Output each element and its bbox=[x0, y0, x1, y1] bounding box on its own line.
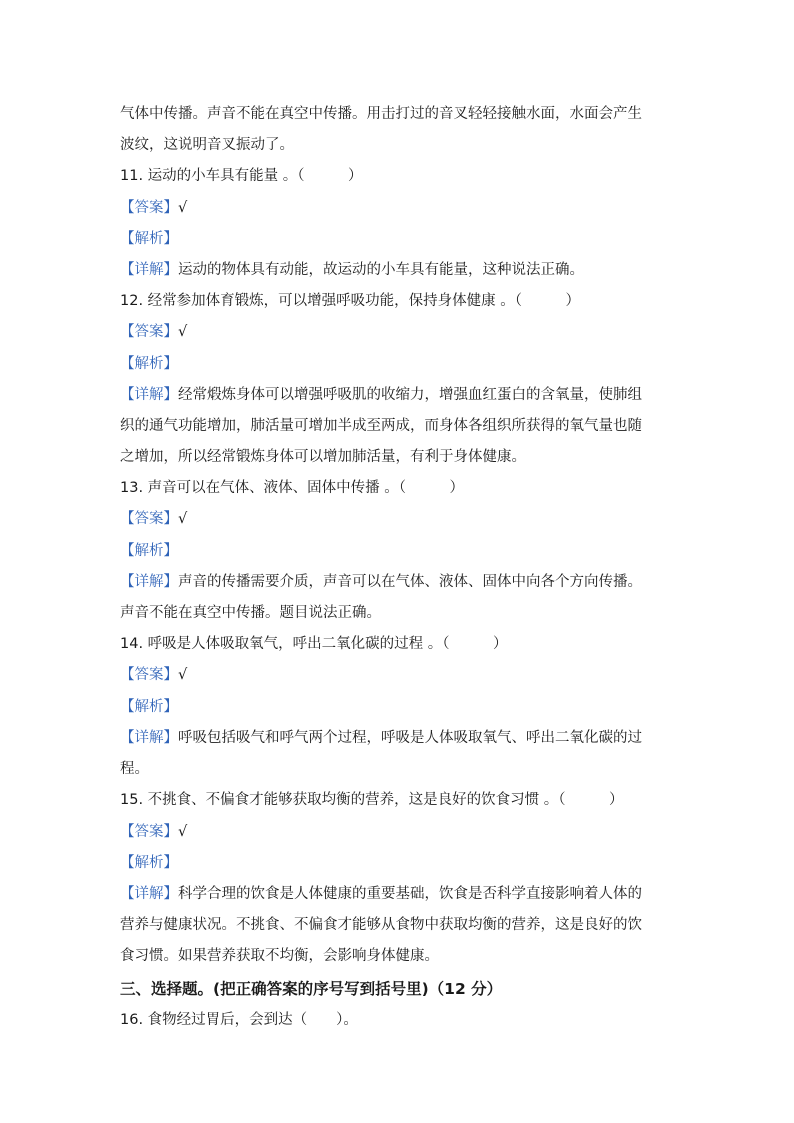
detail-label: 【详解】 bbox=[120, 262, 178, 278]
answer-label: 【答案】 bbox=[120, 324, 178, 340]
intro-text: 气体中传播。声音不能在真空中传播。用击打过的音叉轻轻接触水面，水面会产生 bbox=[120, 106, 642, 122]
analysis-label: 【解析】 bbox=[120, 231, 178, 247]
question-text: 12. 经常参加体育锻炼，可以增强呼吸功能，保持身体健康 。（ ） bbox=[120, 293, 581, 309]
answer-label: 【答案】 bbox=[120, 200, 178, 216]
detail-text: 运动的物体具有动能，故运动的小车具有能量，这种说法正确。 bbox=[178, 262, 584, 278]
answer-label: 【答案】 bbox=[120, 667, 178, 683]
detail-text: 声音不能在真空中传播。题目说法正确。 bbox=[120, 605, 381, 621]
question-stem bbox=[120, 634, 680, 654]
analysis-line bbox=[120, 229, 680, 249]
detail-text: 声音的传播需要介质，声音可以在气体、液体、固体中向各个方向传播。 bbox=[178, 574, 642, 590]
detail-line bbox=[120, 728, 680, 748]
intro-line bbox=[120, 135, 680, 155]
detail-line bbox=[120, 260, 680, 280]
analysis-line bbox=[120, 853, 680, 873]
section-heading-text: 三、选择题。(把正确答案的序号写到括号里)（12 分） bbox=[120, 980, 503, 998]
detail-text: 营养与健康状况。不挑食、不偏食才能够从食物中获取均衡的营养，这是良好的饮 bbox=[120, 917, 642, 933]
answer-line bbox=[120, 509, 680, 529]
answer-line bbox=[120, 198, 680, 218]
question-text: 15. 不挑食、不偏食才能够获取均衡的营养，这是良好的饮食习惯 。（ ） bbox=[120, 792, 624, 808]
analysis-line bbox=[120, 541, 680, 561]
analysis-line bbox=[120, 697, 680, 717]
answer-mark: √ bbox=[178, 200, 188, 216]
analysis-label: 【解析】 bbox=[120, 543, 178, 559]
intro-text: 波纹，这说明音叉振动了。 bbox=[120, 137, 294, 153]
answer-mark: √ bbox=[178, 824, 188, 840]
detail-line bbox=[120, 447, 680, 467]
detail-line bbox=[120, 915, 680, 935]
section-heading bbox=[120, 979, 680, 999]
detail-label: 【详解】 bbox=[120, 730, 178, 746]
detail-line bbox=[120, 416, 680, 436]
question-text: 13. 声音可以在气体、液体、固体中传播 。（ ） bbox=[120, 480, 465, 496]
detail-text: 呼吸包括吸气和呼气两个过程，呼吸是人体吸取氧气、呼出二氧化碳的过 bbox=[178, 730, 642, 746]
answer-line bbox=[120, 322, 680, 342]
answer-mark: √ bbox=[178, 324, 188, 340]
detail-line bbox=[120, 884, 680, 904]
question-text: 16. 食物经过胃后，会到达（ ）。 bbox=[120, 1012, 358, 1028]
detail-text: 之增加，所以经常锻炼身体可以增加肺活量，有利于身体健康。 bbox=[120, 449, 526, 465]
answer-mark: √ bbox=[178, 667, 188, 683]
analysis-line bbox=[120, 354, 680, 374]
question-stem bbox=[120, 478, 680, 498]
detail-line bbox=[120, 385, 680, 405]
detail-text: 经常煅炼身体可以增强呼吸肌的收缩力，增强血红蛋白的含氧量，使肺组 bbox=[178, 387, 642, 403]
analysis-label: 【解析】 bbox=[120, 356, 178, 372]
detail-line bbox=[120, 603, 680, 623]
detail-text: 食习惯。如果营养获取不均衡，会影响身体健康。 bbox=[120, 948, 439, 964]
answer-mark: √ bbox=[178, 511, 188, 527]
detail-line bbox=[120, 759, 680, 779]
question-stem bbox=[120, 790, 680, 810]
answer-label: 【答案】 bbox=[120, 824, 178, 840]
detail-text: 程。 bbox=[120, 761, 149, 777]
answer-label: 【答案】 bbox=[120, 511, 178, 527]
intro-line bbox=[120, 104, 680, 124]
question-stem bbox=[120, 291, 680, 311]
detail-label: 【详解】 bbox=[120, 387, 178, 403]
detail-label: 【详解】 bbox=[120, 574, 178, 590]
detail-text: 科学合理的饮食是人体健康的重要基础，饮食是否科学直接影响着人体的 bbox=[178, 886, 642, 902]
detail-label: 【详解】 bbox=[120, 886, 178, 902]
detail-text: 织的通气功能增加，肺活量可增加半成至两成，而身体各组织所获得的氧气量也随 bbox=[120, 418, 642, 434]
question-stem bbox=[120, 1010, 680, 1030]
question-text: 14. 呼吸是人体吸取氧气，呼出二氧化碳的过程 。（ ） bbox=[120, 636, 508, 652]
question-text: 11. 运动的小车具有能量 。（ ） bbox=[120, 168, 363, 184]
detail-line bbox=[120, 946, 680, 966]
answer-line bbox=[120, 822, 680, 842]
answer-line bbox=[120, 665, 680, 685]
analysis-label: 【解析】 bbox=[120, 855, 178, 871]
question-stem bbox=[120, 166, 680, 186]
analysis-label: 【解析】 bbox=[120, 699, 178, 715]
detail-line bbox=[120, 572, 680, 592]
